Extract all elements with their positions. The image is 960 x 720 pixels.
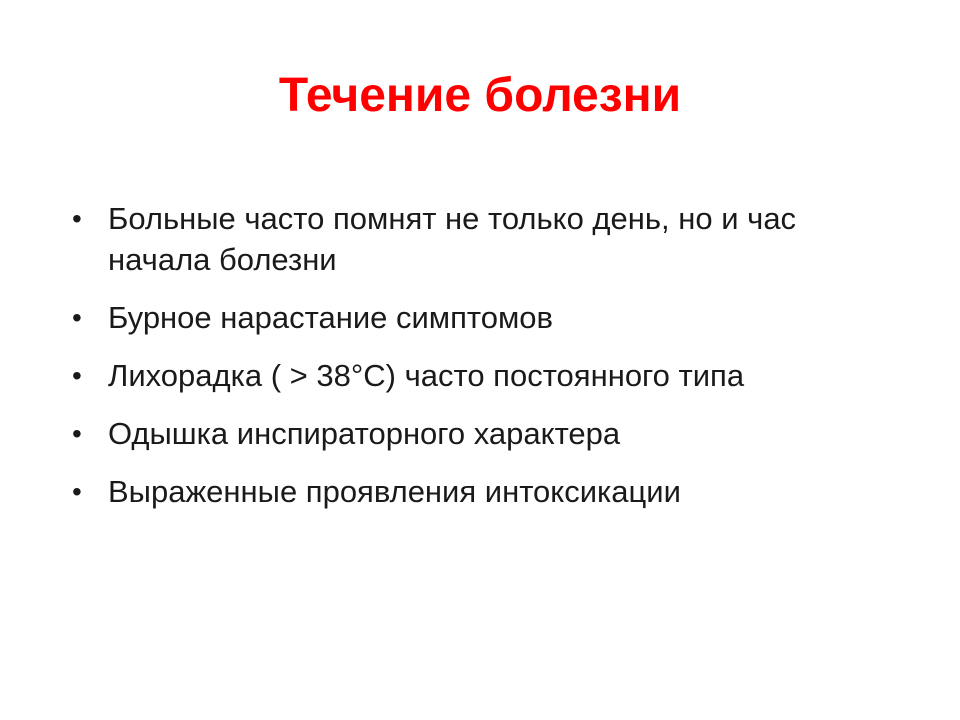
slide-title: Течение болезни [278, 69, 682, 122]
bullet-icon: • [72, 418, 82, 449]
bullet-text: Больные часто помнят не только день, но и час начала болезни [108, 201, 797, 277]
bullet-icon: • [72, 203, 82, 234]
list-item [72, 297, 892, 338]
list-item [72, 198, 892, 280]
bullet-text: Лихорадка ( > 38°С) часто постоянного типа [108, 358, 745, 393]
bullet-icon: • [72, 302, 82, 333]
bullet-text: Выраженные проявления интоксикации [108, 474, 681, 509]
list-item [72, 413, 892, 454]
list-item [72, 471, 892, 512]
list-item [72, 355, 892, 396]
bullet-icon: • [72, 360, 82, 391]
bullet-text: Бурное нарастание симптомов [108, 300, 554, 335]
bullet-list [72, 198, 892, 529]
bullet-icon: • [72, 476, 82, 507]
bullet-text: Одышка инспираторного характера [108, 416, 621, 451]
